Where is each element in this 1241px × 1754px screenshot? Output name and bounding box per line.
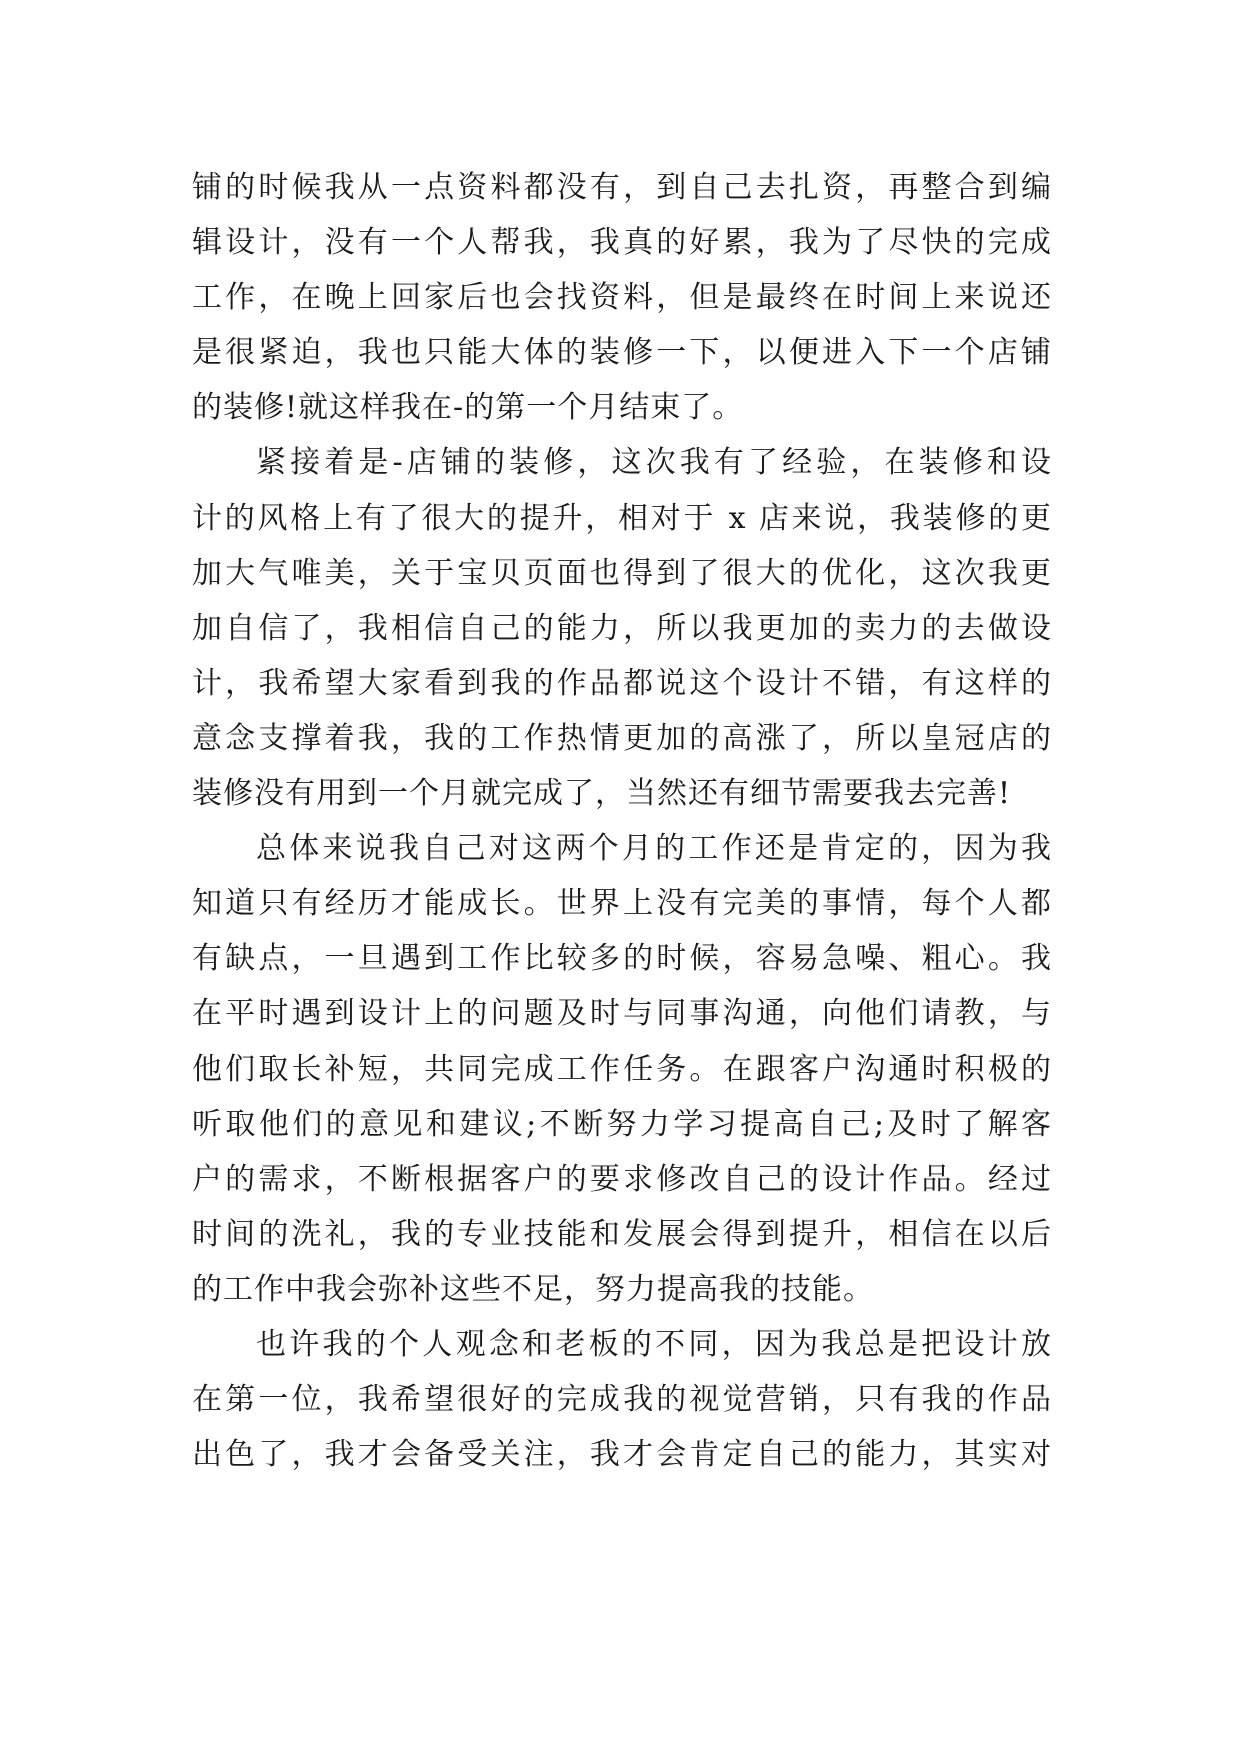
paragraph <box>192 821 1052 1317</box>
text-line: 铺的时候我从一点资料都没有，到自己去扎资，再整合到编 <box>192 170 1052 205</box>
text-line: 计的风格上有了很大的提升，相对于 x 店来说，我装修的更 <box>192 500 1052 536</box>
text-line: 出色了，我才会备受关注，我才会肯定自己的能力，其实对 <box>192 1437 1052 1473</box>
text-line: 紧接着是-店铺的装修，这次我有了经验，在装修和设 <box>256 445 1052 481</box>
text-line: 听取他们的意见和建议;不断努力学习提高自己;及时了解客 <box>192 1106 1052 1142</box>
text-line: 的装修!就这样我在-的第一个月结束了。 <box>192 390 744 426</box>
text-line: 是很紧迫，我也只能大体的装修一下，以便进入下一个店铺 <box>192 335 1052 371</box>
paragraph <box>192 1317 1052 1482</box>
text-line: 户的需求，不断根据客户的要求修改自己的设计作品。经过 <box>192 1161 1052 1197</box>
document-body <box>192 160 1052 1482</box>
text-line: 装修没有用到一个月就完成了，当然还有细节需要我去完善! <box>192 776 1012 812</box>
paragraph <box>192 435 1052 821</box>
text-line: 加自信了，我相信自己的能力，所以我更加的卖力的去做设 <box>192 610 1052 646</box>
text-line: 在第一位，我希望很好的完成我的视觉营销，只有我的作品 <box>192 1382 1052 1418</box>
text-line: 时间的洗礼，我的专业技能和发展会得到提升，相信在以后 <box>192 1216 1052 1252</box>
text-line: 意念支撑着我，我的工作热情更加的高涨了，所以皇冠店的 <box>192 720 1052 756</box>
text-line: 也许我的个人观念和老板的不同，因为我总是把设计放 <box>256 1326 1052 1362</box>
text-line: 加大气唯美，关于宝贝页面也得到了很大的优化，这次我更 <box>192 555 1052 591</box>
text-line: 总体来说我自己对这两个月的工作还是肯定的，因为我 <box>256 831 1052 867</box>
text-line: 辑设计，没有一个人帮我，我真的好累，我为了尽快的完成 <box>192 225 1052 261</box>
text-line: 的工作中我会弥补这些不足，努力提高我的技能。 <box>192 1271 874 1307</box>
text-line: 他们取长补短，共同完成工作任务。在跟客户沟通时积极的 <box>192 1051 1052 1087</box>
text-line: 计，我希望大家看到我的作品都说这个设计不错，有这样的 <box>192 665 1052 701</box>
text-line: 工作，在晚上回家后也会找资料，但是最终在时间上来说还 <box>192 280 1052 316</box>
text-line: 在平时遇到设计上的问题及时与同事沟通，向他们请教，与 <box>192 996 1052 1032</box>
text-line: 有缺点，一旦遇到工作比较多的时候，容易急噪、粗心。我 <box>192 941 1052 977</box>
paragraph <box>192 160 1052 435</box>
text-line: 知道只有经历才能成长。世界上没有完美的事情，每个人都 <box>192 886 1052 922</box>
